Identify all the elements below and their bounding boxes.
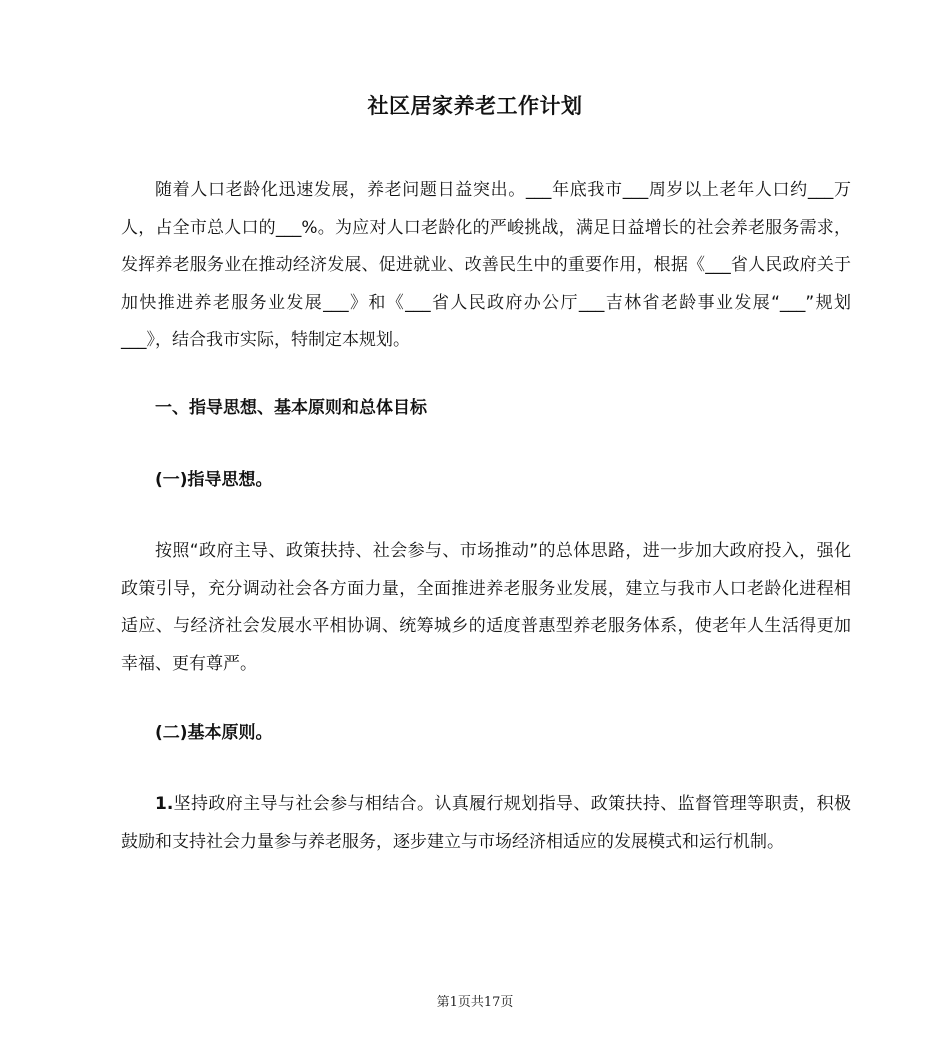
subsection-heading-basic-principles: (二)基本原则。 bbox=[155, 723, 273, 743]
principle-1-text: 坚持政府主导与社会参与相结合。认真履行规划指导、政策扶持、监督管理等职责，积极鼓励和支持社会力量参与养老服务，逐步建立与市场经济相适应的发展模式和运行机制。 bbox=[121, 794, 851, 852]
intro-paragraph: 随着人口老龄化迅速发展，养老问题日益突出。___年底我市___周岁以上老年人口约___万人，占全市总人口的___%。为应对人口老龄化的严峻挑战，满足日益增长的社会养老服务需求，发挥养老服务业在推动经济发展、促进就业、改善民生中的重要作用，根据《___省人民政府关于加快推进养老服务业发展___》和《___省人民政府办公厅___吉林省老龄事业发展“___”规划___》，结合我市实际，特制定本规划。 bbox=[121, 180, 851, 350]
principle-1-paragraph bbox=[121, 786, 851, 861]
document-title: 社区居家养老工作计划 bbox=[367, 94, 583, 118]
subsection-heading-guiding-thought: (一)指导思想。 bbox=[155, 470, 273, 490]
section-heading-1: 一、指导思想、基本原则和总体目标 bbox=[155, 398, 427, 418]
guiding-thought-paragraph: 按照“政府主导、政策扶持、社会参与、市场推动”的总体思路，进一步加大政府投入，强化政策引导，充分调动社会各方面力量，全面推进养老服务业发展，建立与我市人口老龄化进程相适应、与经济社会发展水平相协调、统筹城乡的适度普惠型养老服务体系，使老年人生活得更加幸福、更有尊严。 bbox=[121, 541, 851, 674]
page-footer: 第1页共17页 bbox=[436, 995, 514, 1010]
intro-paragraph-block bbox=[121, 172, 851, 360]
principle-1-number: 1. bbox=[155, 794, 174, 814]
principle-1-paragraph-block bbox=[121, 786, 851, 861]
guiding-thought-paragraph-block bbox=[121, 533, 851, 683]
